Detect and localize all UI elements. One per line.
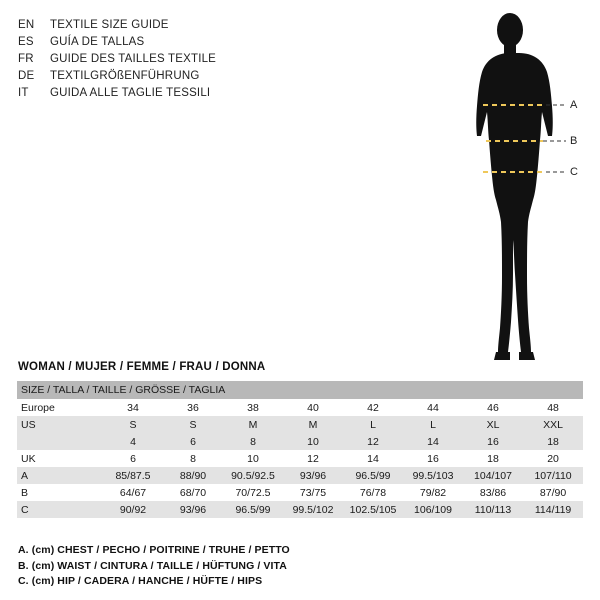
table-cell: XXL xyxy=(523,416,583,433)
table-row xyxy=(17,450,583,467)
language-text-en: TEXTILE SIZE GUIDE xyxy=(50,19,169,31)
language-code-it: IT xyxy=(18,87,29,99)
table-header-row xyxy=(17,381,583,399)
language-row-de xyxy=(18,68,318,85)
table-cell: 18 xyxy=(523,433,583,450)
table-cell: 12 xyxy=(283,450,343,467)
table-cell: L xyxy=(403,416,463,433)
section-title: WOMAN / MUJER / FEMME / FRAU / DONNA xyxy=(18,361,266,373)
note-chest: A. (cm) CHEST / PECHO / POITRINE / TRUHE / PETTO xyxy=(18,544,290,556)
table-cell: 4 xyxy=(103,433,163,450)
table-cell: 8 xyxy=(223,433,283,450)
table-cell: 18 xyxy=(463,450,523,467)
note-waist: B. (cm) WAIST / CINTURA / TAILLE / HÜFTUNG / VITA xyxy=(18,559,287,572)
table-cell: XL xyxy=(463,416,523,433)
row-label: B xyxy=(17,484,103,501)
language-row-en xyxy=(18,17,318,34)
language-code-en: EN xyxy=(18,19,35,31)
table-cell: 6 xyxy=(103,450,163,467)
measurement-notes xyxy=(18,543,578,590)
table-cell: 79/82 xyxy=(403,484,463,501)
table-cell: S xyxy=(103,416,163,433)
table-cell: 16 xyxy=(463,433,523,450)
row-label: A xyxy=(17,467,103,484)
row-label: US xyxy=(17,416,103,433)
table-cell: 14 xyxy=(343,450,403,467)
table-cell: 10 xyxy=(283,433,343,450)
table-cell: 68/70 xyxy=(163,484,223,501)
table-cell: 16 xyxy=(403,450,463,467)
table-header-cell: SIZE / TALLA / TAILLE / GRÖSSE / TAGLIA xyxy=(17,381,583,399)
table-cell: 10 xyxy=(223,450,283,467)
note-hip: C. (cm) HIP / CADERA / HANCHE / HÜFTE / HIPS xyxy=(18,575,263,587)
table-cell: 102.5/105 xyxy=(343,501,403,518)
language-code-de: DE xyxy=(18,70,35,82)
language-row-fr xyxy=(18,51,318,68)
table-cell: 93/96 xyxy=(283,467,343,484)
table-cell: 106/109 xyxy=(403,501,463,518)
table-cell: 107/110 xyxy=(523,467,583,484)
table-cell: S xyxy=(163,416,223,433)
row-label xyxy=(17,433,103,450)
language-list xyxy=(18,17,318,102)
table-row xyxy=(17,484,583,501)
table-cell: 76/78 xyxy=(343,484,403,501)
table-row xyxy=(17,416,583,433)
table-cell: 96.5/99 xyxy=(343,467,403,484)
language-code-es: ES xyxy=(18,36,34,48)
table-cell: 6 xyxy=(163,433,223,450)
row-label: UK xyxy=(17,450,103,467)
language-row-it xyxy=(18,85,318,102)
table-cell: 44 xyxy=(403,399,463,416)
table-cell: 48 xyxy=(523,399,583,416)
table-cell: 42 xyxy=(343,399,403,416)
table-row xyxy=(17,433,583,450)
table-cell: 36 xyxy=(163,399,223,416)
language-text-de: TEXTILGRÖßENFÜHRUNG xyxy=(50,70,200,82)
size-table-wrapper xyxy=(17,381,583,518)
table-cell: 96.5/99 xyxy=(223,501,283,518)
language-code-fr: FR xyxy=(18,53,34,65)
table-row xyxy=(17,467,583,484)
measure-label-c: C xyxy=(570,166,578,178)
body-figure xyxy=(430,8,590,368)
table-cell: 20 xyxy=(523,450,583,467)
table-cell: 87/90 xyxy=(523,484,583,501)
table-cell: 90.5/92.5 xyxy=(223,467,283,484)
table-cell: 90/92 xyxy=(103,501,163,518)
language-text-it: GUIDA ALLE TAGLIE TESSILI xyxy=(50,87,211,99)
row-label: Europe xyxy=(17,399,103,416)
female-silhouette-icon xyxy=(430,8,590,368)
table-cell: 110/113 xyxy=(463,501,523,518)
size-table xyxy=(17,381,583,518)
table-cell: M xyxy=(283,416,343,433)
table-cell: 83/86 xyxy=(463,484,523,501)
table-cell: 40 xyxy=(283,399,343,416)
table-cell: 46 xyxy=(463,399,523,416)
table-cell: 64/67 xyxy=(103,484,163,501)
table-cell: 14 xyxy=(403,433,463,450)
table-row xyxy=(17,399,583,416)
table-cell: 99.5/102 xyxy=(283,501,343,518)
table-cell: 73/75 xyxy=(283,484,343,501)
table-cell: 8 xyxy=(163,450,223,467)
table-cell: 88/90 xyxy=(163,467,223,484)
language-row-es xyxy=(18,34,318,51)
table-cell: 93/96 xyxy=(163,501,223,518)
table-cell: 34 xyxy=(103,399,163,416)
table-cell: 85/87.5 xyxy=(103,467,163,484)
table-row xyxy=(17,501,583,518)
table-cell: 70/72.5 xyxy=(223,484,283,501)
table-cell: M xyxy=(223,416,283,433)
table-cell: 114/119 xyxy=(523,501,583,518)
language-text-es: GUÍA DE TALLAS xyxy=(50,36,145,48)
table-cell: 38 xyxy=(223,399,283,416)
measure-label-b: B xyxy=(570,135,578,147)
language-text-fr: GUIDE DES TAILLES TEXTILE xyxy=(50,53,217,65)
table-cell: L xyxy=(343,416,403,433)
table-cell: 104/107 xyxy=(463,467,523,484)
measure-label-a: A xyxy=(570,99,578,111)
row-label: C xyxy=(17,501,103,518)
table-cell: 12 xyxy=(343,433,403,450)
table-cell: 99.5/103 xyxy=(403,467,463,484)
